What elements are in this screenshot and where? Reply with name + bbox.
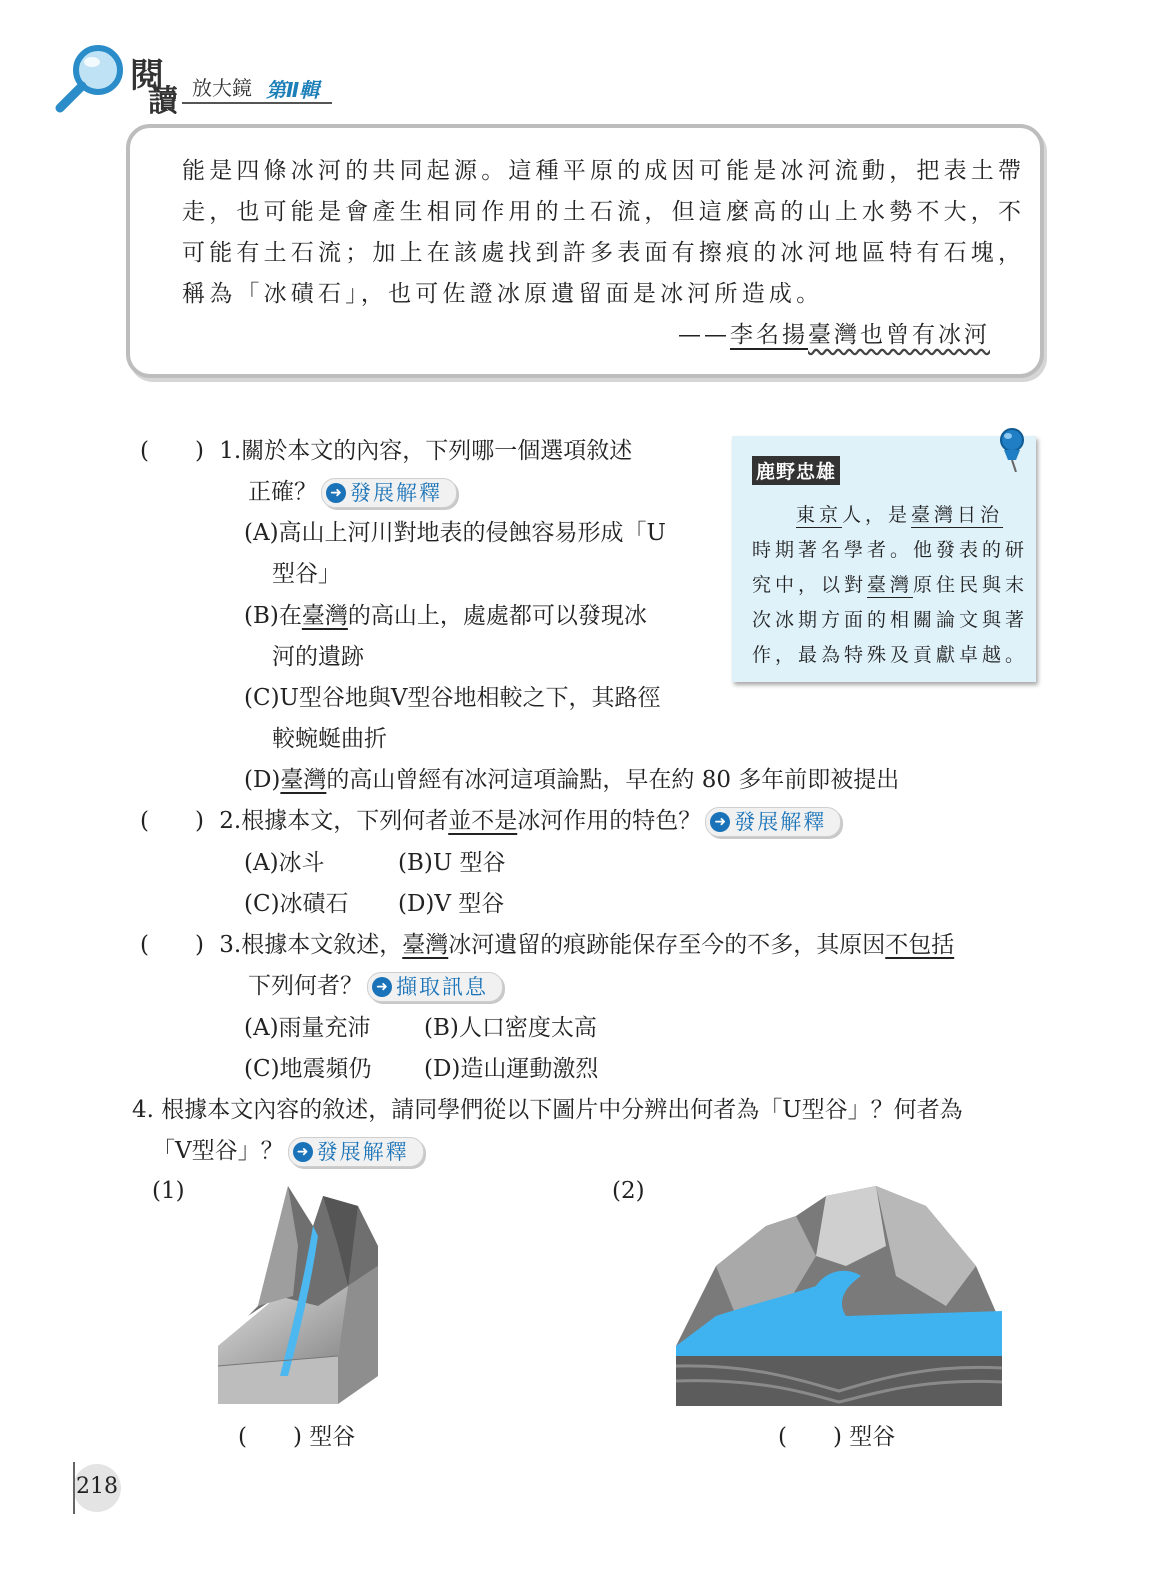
- note-title: 鹿野忠雄: [752, 456, 840, 485]
- q2-stem: 根據本文，下列何者: [241, 808, 449, 834]
- arrow-right-icon: ➜: [710, 812, 730, 832]
- header-subtitle: 放大鏡: [192, 76, 252, 100]
- q1-option-c-1[interactable]: (C)U型谷地與V型谷地相較之下，其路徑: [244, 685, 661, 711]
- q3-option-a[interactable]: (A)雨量充沛: [244, 1015, 371, 1041]
- passage-source: [678, 316, 990, 349]
- q3-stem: 根據本文敘述，: [241, 932, 403, 958]
- option-text: 的高山曾經有冰河這項論點，早在約 80 多年前即被提出: [326, 767, 900, 793]
- q1-option-b-1[interactable]: [244, 597, 647, 630]
- u-valley-illustration: [676, 1186, 1002, 1406]
- q1-option-c-2: 較蜿蜒曲折: [272, 726, 387, 752]
- develop-tag[interactable]: [288, 1137, 424, 1167]
- q1-number: 1.: [219, 438, 242, 464]
- note-text: 原住民與末: [913, 574, 1029, 596]
- q4-stem-end: 「V型谷」？: [152, 1138, 284, 1164]
- q3-stem: 冰河遺留的痕跡能保存至今的不多，其原因: [448, 932, 886, 958]
- q1-option-a-2: 型谷」: [272, 561, 341, 587]
- option-text: (B)在: [244, 603, 302, 629]
- pushpin-icon: [990, 426, 1034, 472]
- note-text: 究中，以對: [752, 574, 868, 596]
- develop-tag[interactable]: [321, 478, 457, 508]
- source-dash: ——: [678, 322, 730, 348]
- q2-number: 2.: [219, 808, 242, 834]
- option-text: (D): [244, 767, 281, 793]
- taiwan-underlined: 臺灣: [280, 767, 327, 793]
- develop-tag[interactable]: [705, 807, 841, 837]
- arrow-right-icon: ➜: [293, 1142, 313, 1162]
- q4-label-2: (2): [612, 1178, 645, 1204]
- q3-option-d[interactable]: (D)造山運動激烈: [424, 1056, 599, 1082]
- tag-label: 發展解釋: [734, 810, 827, 834]
- page-number: 218: [76, 1474, 118, 1499]
- arrow-right-icon: ➜: [372, 977, 392, 997]
- page-header: [52, 42, 352, 119]
- note-line-2: 時期著名學者。他發表的研: [752, 539, 1029, 561]
- source-title: 臺灣也曾有冰河: [808, 322, 990, 348]
- tag-label: 擷取訊息: [396, 975, 488, 999]
- note-line-3: [752, 570, 1028, 597]
- q2-option-c[interactable]: (C)冰磧石: [244, 891, 349, 917]
- note-line-5: 作，最為特殊及貢獻卓越。: [752, 644, 1029, 666]
- q2-option-d[interactable]: (D)V 型谷: [398, 891, 505, 917]
- q3-stem-underlined: 不包括: [885, 932, 955, 958]
- q2-stem-end: 冰河作用的特色？: [517, 808, 702, 834]
- q4-label-1: (1): [152, 1178, 185, 1204]
- q3-line-2: [248, 967, 503, 1002]
- passage-line-2: 走，也可能是會產生相同作用的土石流，但這麼高的山上水勢不大，不: [182, 199, 1026, 225]
- note-tokyo: 東京: [796, 504, 843, 526]
- arrow-right-icon: ➜: [326, 483, 346, 503]
- q1-line-1: [140, 432, 632, 465]
- option-text: 的高山上，處處都可以發現冰: [347, 603, 647, 629]
- q3-line-1: [140, 926, 954, 959]
- passage-line-3: 可能有土石流；加上在該處找到許多表面有擦痕的冰河地區特有石塊，: [182, 240, 1026, 266]
- note-card: [732, 436, 1036, 682]
- note-text: 人，是: [842, 504, 912, 526]
- answer-paren[interactable]: ( ): [140, 438, 204, 464]
- q4-answer-1[interactable]: ( ) 型谷: [238, 1424, 356, 1450]
- page-number-badge: [70, 1462, 124, 1514]
- passage-box: [126, 124, 1044, 378]
- extract-tag[interactable]: [367, 972, 503, 1002]
- answer-paren[interactable]: ( ): [140, 808, 204, 834]
- q3-number: 3.: [219, 932, 242, 958]
- header-volume: 第Ⅱ輯: [266, 78, 320, 102]
- q1-stem-end: 正確？: [248, 479, 317, 505]
- source-author: 李名揚: [730, 322, 808, 348]
- q1-stem: 關於本文的內容，下列哪一個選項敘述: [241, 438, 633, 464]
- q3-option-b[interactable]: (B)人口密度太高: [424, 1015, 597, 1041]
- passage-line-4: 稱為「冰磧石」，也可佐證冰原遺留面是冰河所造成。: [182, 281, 824, 307]
- note-taiwan: 臺灣: [911, 504, 958, 526]
- q4-line-2: [152, 1132, 424, 1167]
- answer-paren[interactable]: ( ): [140, 932, 204, 958]
- tag-label: 發展解釋: [350, 481, 442, 505]
- q1-option-d[interactable]: [244, 761, 899, 794]
- note-taiwan: 臺灣: [867, 574, 914, 596]
- tag-label: 發展解釋: [316, 1140, 409, 1164]
- q3-stem-end: 下列何者？: [248, 973, 363, 999]
- q4-answer-2[interactable]: ( ) 型谷: [778, 1424, 896, 1450]
- v-valley-illustration: [218, 1186, 378, 1404]
- header-title-1: 閱: [130, 56, 164, 96]
- note-line-1: [796, 500, 1003, 527]
- q2-stem-underlined: 並不是: [448, 808, 518, 834]
- q2-option-b[interactable]: (B)U 型谷: [398, 850, 506, 876]
- note-japanese-rule: 日治: [957, 504, 1004, 526]
- q1-option-b-2: 河的遺跡: [272, 644, 364, 670]
- q1-option-a-1[interactable]: (A)高山上河川對地表的侵蝕容易形成「U: [244, 520, 666, 546]
- q4-line-1: 4. 根據本文內容的敘述，請同學們從以下圖片中分辨出何者為「U型谷」？何者為: [132, 1097, 963, 1123]
- header-underline: [182, 102, 332, 104]
- q3-option-c[interactable]: (C)地震頻仍: [244, 1056, 372, 1082]
- q2-line-1: [140, 802, 841, 837]
- note-line-4: 次冰期方面的相關論文與著: [752, 609, 1029, 631]
- taiwan-underlined: 臺灣: [402, 932, 449, 958]
- taiwan-underlined: 臺灣: [301, 603, 348, 629]
- passage-line-1: 能是四條冰河的共同起源。這種平原的成因可能是冰河流動，把表土帶: [182, 158, 1026, 184]
- q1-line-2: [248, 473, 457, 508]
- q2-option-a[interactable]: (A)冰斗: [244, 850, 325, 876]
- header-title-2: 讀: [148, 84, 178, 119]
